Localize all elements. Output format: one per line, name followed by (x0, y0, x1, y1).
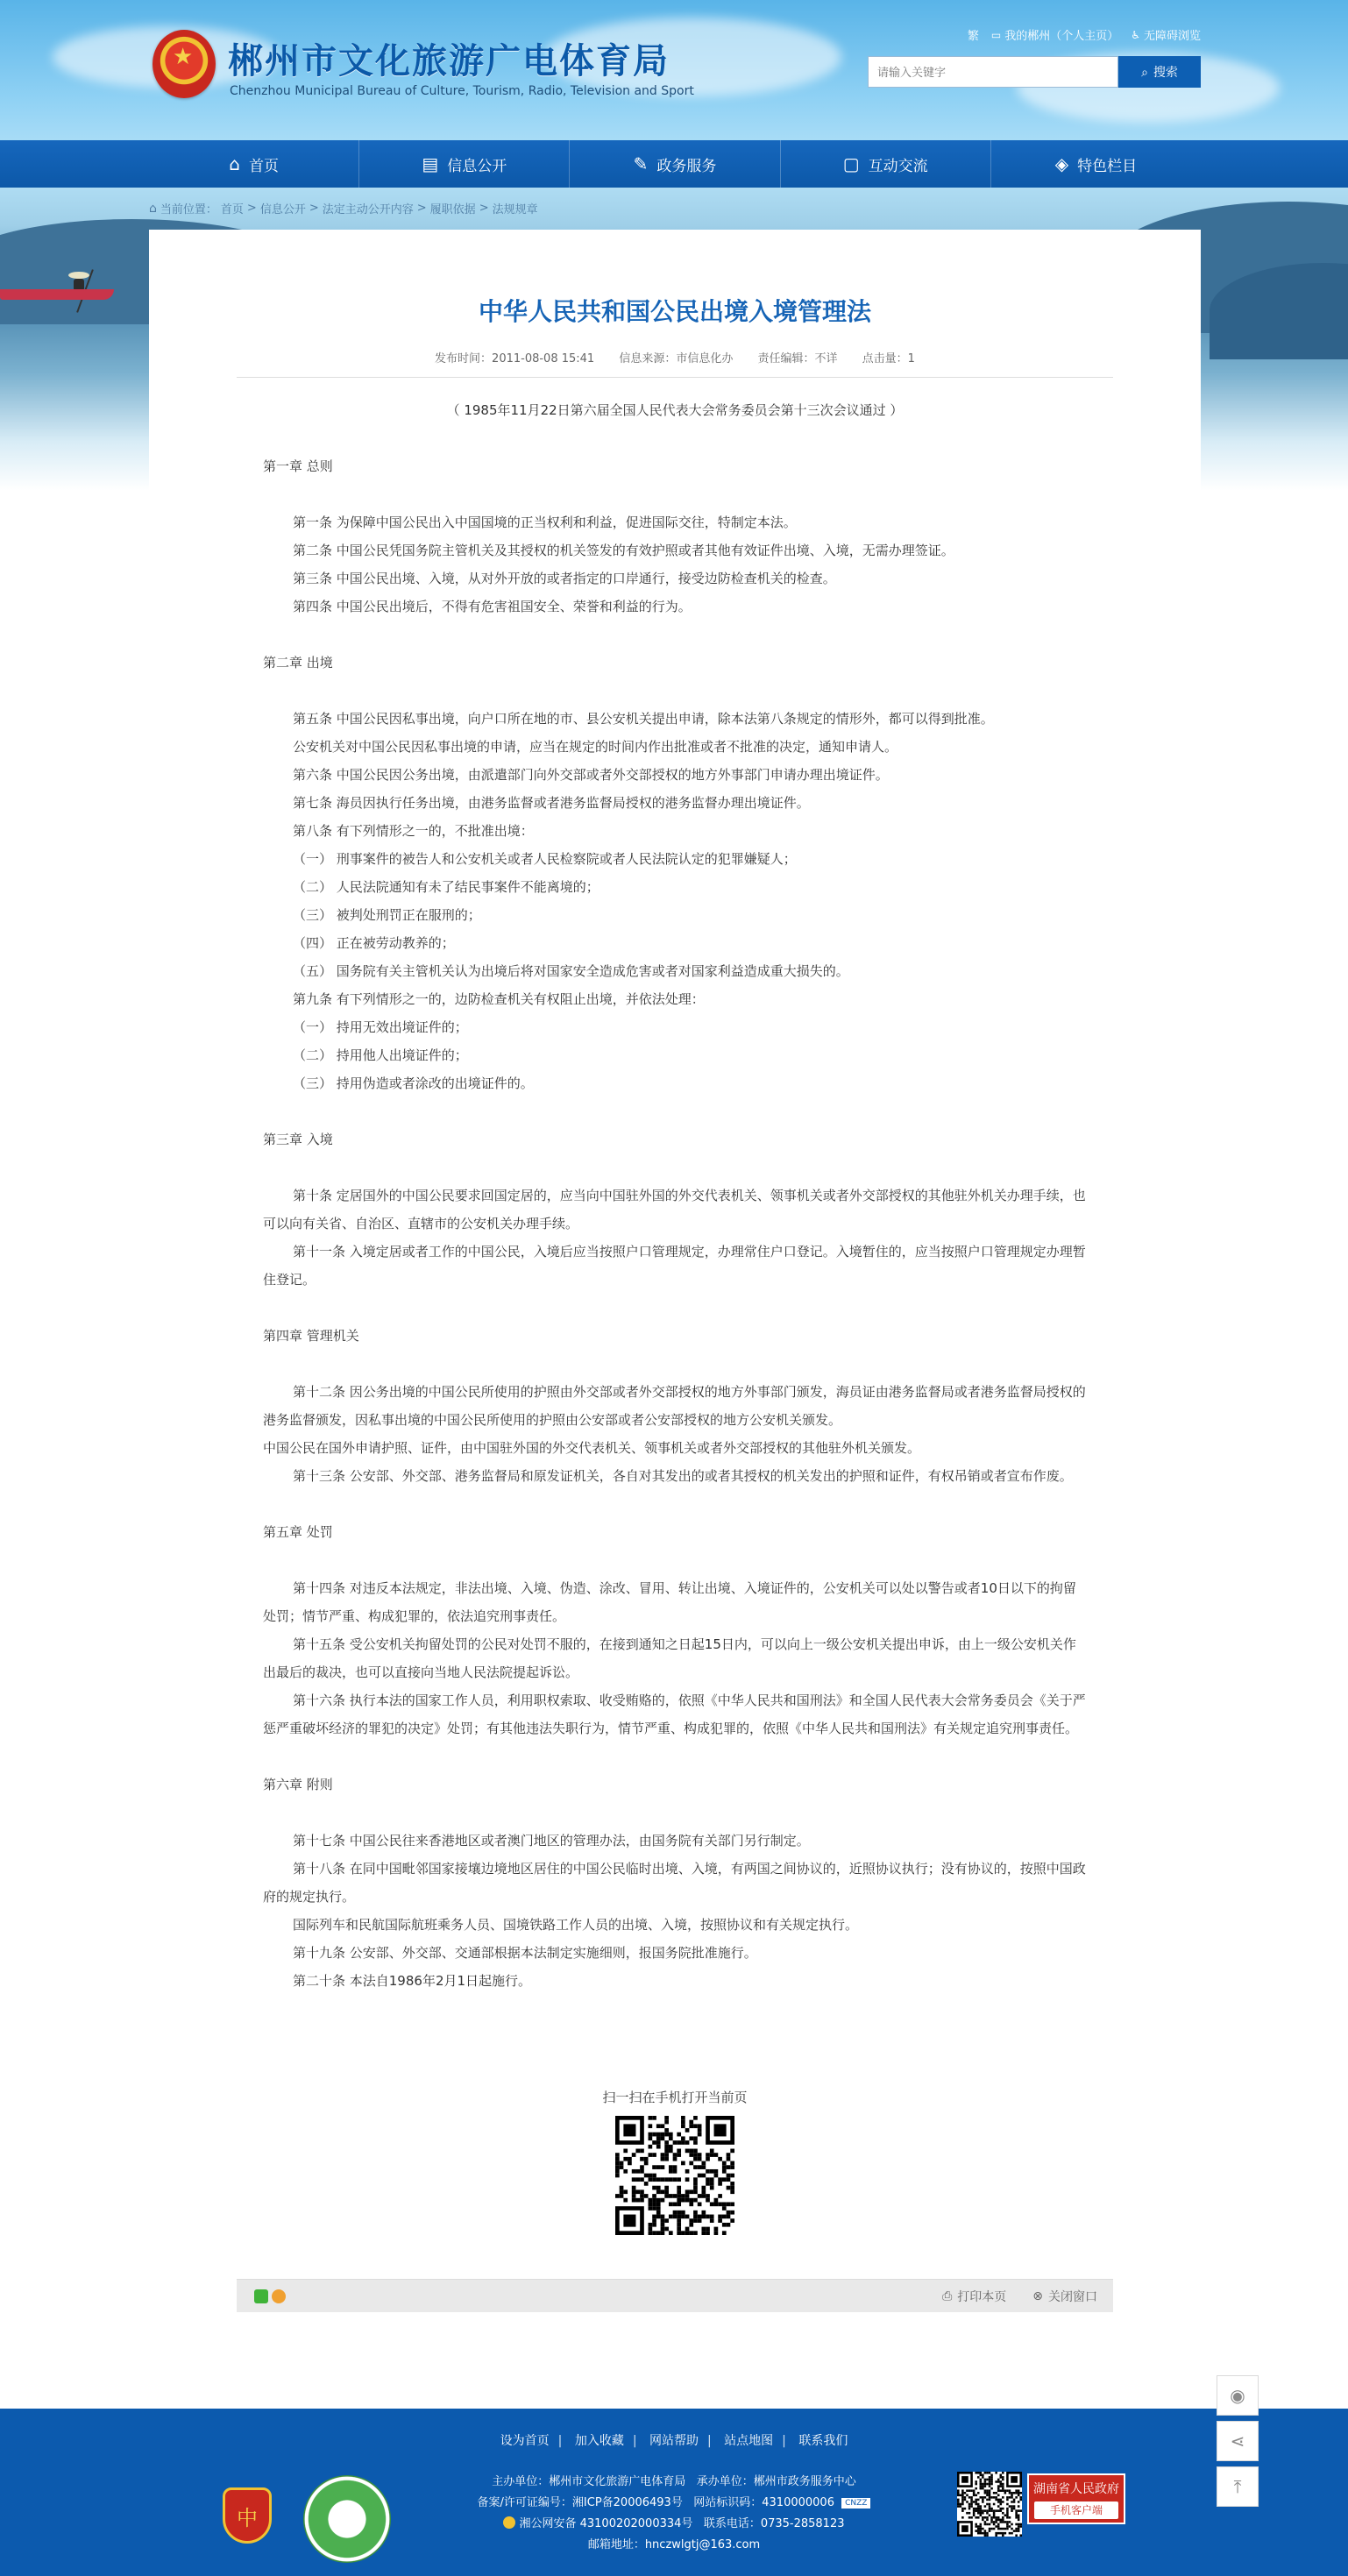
breadcrumb-item-info-disclosure[interactable]: 信息公开 (259, 203, 306, 216)
article-paragraph: 公安机关对中国公民因私事出境的申请，应当在规定的时间内作出批准或者不批准的决定，通知申请人。 (293, 739, 898, 755)
close-window-button[interactable]: ⊗ 关闭窗口 (1032, 2289, 1097, 2304)
edit-icon: ✎ (633, 153, 649, 174)
hunan-gov-app-badge[interactable]: 湖南省人民政府 手机客户端 (1027, 2473, 1125, 2524)
email-text: 邮箱地址：hnczwlgtj@163.com (587, 2538, 761, 2551)
nav-item-interaction[interactable]: ▢ 互动交流 (781, 140, 991, 188)
article-meta (149, 349, 1201, 365)
breadcrumb: ⌂ 当前位置： 首页 > 信息公开 > 法定主动公开内容 > 履职依据 > 法规规章 (149, 201, 538, 216)
article-paragraph: （一） 持用无效出境证件的； (293, 1019, 468, 1035)
party-gov-badge-icon[interactable]: 中 (223, 2487, 272, 2544)
site-subtitle: Chenzhou Municipal Bureau of Culture, Tourism, Radio, Television and Sport (230, 84, 694, 98)
weibo-share-icon[interactable] (272, 2289, 286, 2303)
chat-icon: ▢ (842, 153, 860, 174)
breadcrumb-item-statutory[interactable]: 法定主动公开内容 (322, 203, 414, 216)
icp-text[interactable]: 备案/许可证编号：湘ICP备20006493号 (477, 2496, 683, 2509)
footer-link-contact[interactable]: 联系我们 (798, 2434, 848, 2448)
site-code-text: 网站标识码：4310000006 (693, 2496, 834, 2509)
site-title[interactable]: 郴州市文化旅游广电体育局 (228, 41, 670, 82)
search-icon: ⌕ (1141, 64, 1148, 79)
nav-item-gov-services[interactable]: ✎ 政务服务 (570, 140, 780, 188)
share-icon: ⋖ (1230, 2431, 1245, 2452)
share-icons (254, 2289, 286, 2303)
document-icon: ▤ (422, 153, 439, 174)
qr-code-image (615, 2116, 734, 2235)
accessibility-link[interactable]: ♿ 无障碍浏览 (1131, 28, 1201, 43)
article-paragraph: 第二章 出境 (263, 655, 333, 671)
qr-label: 扫一扫在手机打开当前页 (602, 2090, 748, 2105)
footer-link-add-favorite[interactable]: 加入收藏 (574, 2434, 624, 2448)
wechat-share-icon[interactable] (254, 2289, 268, 2303)
traditional-chinese-link[interactable]: 繁 (967, 30, 979, 43)
breadcrumb-prefix: 当前位置： (160, 203, 217, 216)
nav-item-home[interactable]: ⌂ 首页 (149, 140, 359, 188)
close-icon: ⊗ (1032, 2289, 1043, 2303)
article-paragraph: 第六条 中国公民因公务出境，由派遣部门向外交部或者外交部授权的地方外事部门申请办理出境证件。 (293, 767, 889, 783)
organizer-text: 承办单位：郴州市政务服务中心 (696, 2475, 856, 2488)
article-paragraph: 第十九条 公安部、外交部、交通部根据本法制定实施细则，报国务院批准施行。 (293, 1945, 757, 1961)
article-paragraph: 第五条 中国公民因私事出境，向户口所在地的市、县公安机关提出申请，除本法第八条规定的情形外，都可以得到批准。 (293, 711, 994, 727)
toolbar-buttons (942, 2288, 1097, 2305)
printer-icon: ⎙ (942, 2289, 953, 2303)
article-paragraph: （五） 国务院有关主管机关认为出境后将对国家安全造成危害或者对国家利益造成重大损失的。 (293, 963, 849, 979)
search-button[interactable]: ⌕ 搜索 (1118, 56, 1201, 88)
article-content (263, 396, 1087, 1995)
police-record-text[interactable]: 湘公网安备 43100202000334号 (519, 2517, 693, 2530)
article-paragraph: 第十二条 因公务出境的中国公民所使用的护照由外交部或者外交部授权的地方外事部门颁发，海员证由港务监督局或者港务监督局授权的港务监督颁发，因私事出境的中国公民所使用的护照由公安部或者公安部授权的地方公安机关颁发。 (263, 1384, 1086, 1428)
article-paragraph: 第九条 有下列情形之一的，边防检查机关有权阻止出境，并依法处理： (293, 991, 705, 1007)
floating-side-tools (1217, 2375, 1259, 2507)
arrow-up-icon: ⤒ (1233, 2476, 1242, 2497)
article-paragraph: 中国公民在国外申请护照、证件，由中国驻外国的外交代表机关、领事机关或者外交部授权的其他驻外机关颁发。 (263, 1440, 921, 1456)
layers-icon: ◈ (1054, 153, 1069, 174)
article-paragraph: 国际列车和民航国际航班乘务人员、国境铁路工作人员的出境、入境，按照协议和有关规定执行。 (293, 1917, 859, 1933)
breadcrumb-item-regulations[interactable]: 法规规章 (492, 203, 538, 216)
article-paragraph: 第二十条 本法自1986年2月1日起施行。 (293, 1973, 532, 1989)
article-paragraph: 第十六条 执行本法的国家工作人员，利用职权索取、收受贿赂的，依照《中华人民共和国刑法》和全国人民代表大会常务委员会《关于严惩严重破坏经济的罪犯的决定》处罚；有其他违法失职行为，情节严重、构成犯罪的，依照《中华人民共和国刑法》有关规定追究刑事责任。 (263, 1692, 1086, 1736)
article-paragraph: （二） 持用他人出境证件的； (293, 1047, 468, 1063)
footer-qr-code-image (957, 2472, 1022, 2537)
main-nav (0, 140, 1348, 188)
breadcrumb-item-home[interactable]: 首页 (220, 203, 244, 216)
footer-info (0, 2472, 1348, 2556)
article-paragraph: （四） 正在被劳动教养的； (293, 935, 455, 951)
article-paragraph: 第十条 定居国外的中国公民要求回国定居的，应当向中国驻外国的外交代表机关、领事机关或者外交部授权的其他驻外机关办理手续，也可以向有关省、自治区、直辖市的公安机关办理手续。 (263, 1188, 1086, 1231)
back-to-top-button[interactable] (1217, 2466, 1259, 2507)
weibo-float-button[interactable] (1217, 2375, 1259, 2416)
my-chenzhou-link[interactable]: ▭ 我的郴州（个人主页） (990, 28, 1119, 43)
article-paragraph: 第一章 总则 (263, 458, 333, 474)
article-paragraph: 第四条 中国公民出境后，不得有危害祖国安全、荣誉和利益的行为。 (293, 599, 692, 614)
boat-decoration (0, 289, 114, 300)
article-paragraph: 第二条 中国公民凭国务院主管机关及其授权的机关签发的有效护照或者其他有效证件出境、入境，无需办理签证。 (293, 543, 954, 558)
title-divider (237, 377, 1113, 378)
site-header (149, 0, 1201, 140)
article-title: 中华人民共和国公民出境入境管理法 (478, 297, 871, 326)
national-emblem-logo[interactable]: ★ (153, 30, 216, 98)
article-paragraph: 第六章 附则 (263, 1777, 333, 1792)
phone-text: 联系电话：0735-2858123 (703, 2517, 845, 2530)
article-paragraph: 第十七条 中国公民往来香港地区或者澳门地区的管理办法，由国务院有关部门另行制定。 (293, 1833, 810, 1849)
article-paragraph: 第四章 管理机关 (263, 1328, 359, 1344)
info-source: 信息来源：市信息化办 (619, 352, 734, 365)
article-paragraph: 第七条 海员因执行任务出境，由港务监督或者港务监督局授权的港务监督办理出境证件。 (293, 795, 810, 811)
footer-link-help[interactable]: 网站帮助 (649, 2434, 699, 2448)
search-box (868, 56, 1201, 88)
article-panel (149, 230, 1201, 2342)
accessibility-icon: ♿ (1131, 28, 1140, 41)
site-footer (0, 2409, 1348, 2576)
article-paragraph: （一） 刑事案件的被告人和公安机关或者人民检察院或者人民法院认定的犯罪嫌疑人； (293, 851, 797, 867)
nav-item-info-disclosure[interactable]: ▤ 信息公开 (359, 140, 570, 188)
weibo-icon: ◉ (1230, 2385, 1245, 2406)
home-icon: ⌂ (149, 201, 157, 216)
article-paragraph: 第十三条 公安部、外交部、港务监督局和原发证机关，各自对其发出的或者其授权的机关发出的护照和证件，有权吊销或者宣布作废。 (293, 1468, 1073, 1484)
article-paragraph: （三） 持用伪造或者涂改的出境证件的。 (293, 1075, 534, 1091)
article-paragraph: 第八条 有下列情形之一的，不批准出境： (293, 823, 534, 839)
share-float-button[interactable] (1217, 2421, 1259, 2461)
police-badge-icon (503, 2516, 515, 2529)
article-paragraph: 第一条 为保障中国公民出入中国国境的正当权利和利益，促进国际交往，特制定本法。 (293, 514, 797, 530)
cnzz-stats-icon[interactable]: CNZZ (841, 2498, 870, 2509)
article-paragraph: 第十四条 对违反本法规定，非法出境、入境、伪造、涂改、冒用、转让出境、入境证件的，公安机关可以处以警告或者10日以下的拘留处罚；情节严重、构成犯罪的，依法追究刑事责任。 (263, 1580, 1076, 1624)
article-paragraph: 第十八条 在同中国毗邻国家接壤边境地区居住的中国公民临时出境、入境，有两国之间协议的，近照协议执行；没有协议的，按照中国政府的规定执行。 (263, 1861, 1086, 1905)
article-paragraph: （ 1985年11月22日第六届全国人民代表大会常务委员会第十三次会议通过 ） (446, 402, 904, 418)
article-paragraph: （三） 被判处刑罚正在服刑的； (293, 907, 481, 923)
publish-time: 发布时间：2011-08-08 15:41 (435, 352, 595, 365)
footer-link-set-homepage[interactable]: 设为首页 (500, 2434, 550, 2448)
article-paragraph: （二） 人民法院通知有未了结民事案件不能离境的； (293, 879, 600, 895)
article-paragraph: 第三章 入境 (263, 1132, 333, 1147)
monitor-icon: ▭ (990, 28, 1002, 41)
article-paragraph: 第三条 中国公民出境、入境，从对外开放的或者指定的口岸通行，接受边防检查机关的检查。 (293, 571, 836, 586)
home-icon: ⌂ (229, 153, 240, 174)
hit-count: 点击量：1 (862, 352, 915, 365)
search-input[interactable] (868, 56, 1118, 88)
sponsor-text: 主办单位：郴州市文化旅游广电体育局 (492, 2475, 686, 2488)
nav-item-featured[interactable]: ◈ 特色栏目 (1054, 153, 1138, 175)
breadcrumb-item-basis[interactable]: 履职依据 (429, 203, 476, 216)
print-button[interactable]: ⎙ 打印本页 (942, 2289, 1007, 2304)
article-paragraph: 第五章 处罚 (263, 1524, 333, 1540)
footer-link-sitemap[interactable]: 站点地图 (724, 2434, 774, 2448)
top-links (968, 26, 1201, 43)
responsible-editor: 责任编辑：不详 (757, 352, 838, 365)
article-paragraph: 第十一条 入境定居或者工作的中国公民，入境后应当按照户口管理规定，办理常住户口登记。入境暂住的，应当按照户口管理规定办理暂住登记。 (263, 1244, 1086, 1288)
footer-links: 设为首页 | 加入收藏 | 网站帮助 | 站点地图 | 联系我们 (500, 2434, 848, 2448)
article-paragraph: 第十五条 受公安机关拘留处罚的公民对处罚不服的，在接到通知之日起15日内，可以向上一级公安机关提出申诉，由上一级公安机关作出最后的裁决，也可以直接向当地人民法院提起诉讼。 (263, 1636, 1076, 1680)
article-toolbar (237, 2279, 1113, 2312)
